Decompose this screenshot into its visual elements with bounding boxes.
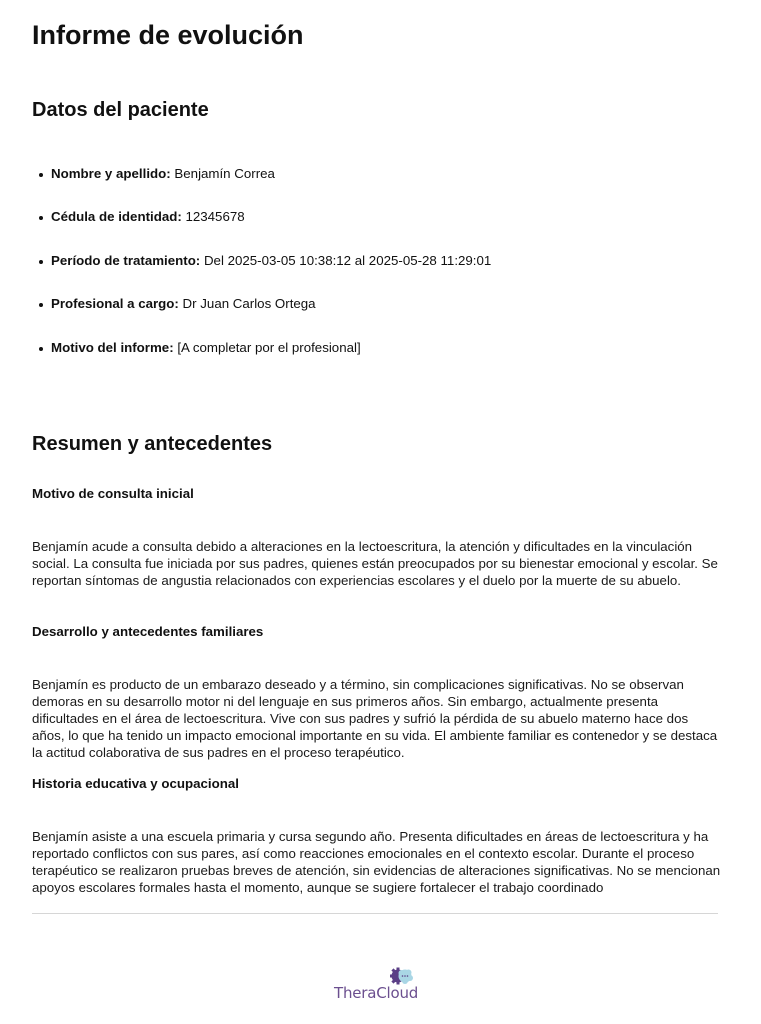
subsection-text-historia: Benjamín asiste a una escuela primaria y cursa segundo año. Presenta dificultades en áreas de lectoescritura y ha reportado conflictos con sus pares, así como reacciones emocionales en el contexto escolar. Durante el proceso terapéutico se realizaron pruebas breves de atención, sin evidencias de alteraciones significativas. No se mencionan apoyos escolares formales hasta el momento, aunque se sugiere fortalecer el trabajo coordinado	[32, 829, 721, 895]
patient-section-heading: Datos del paciente	[32, 99, 209, 121]
field-cedula	[32, 209, 245, 225]
subsection-heading-motivo: Motivo de consulta inicial	[32, 486, 194, 501]
brand-name: TheraCloud	[334, 984, 419, 1002]
subsection-heading-desarrollo: Desarrollo y antecedentes familiares	[32, 624, 264, 639]
field-value: 12345678	[185, 209, 245, 224]
field-label: Cédula de identidad:	[51, 209, 182, 224]
field-nombre	[32, 166, 275, 182]
field-label: Profesional a cargo:	[51, 296, 179, 311]
report-title: Informe de evolución	[32, 20, 304, 50]
field-label: Período de tratamiento:	[51, 253, 201, 268]
footer-divider	[32, 913, 718, 914]
field-periodo	[32, 253, 491, 269]
theracloud-logo	[334, 966, 424, 1006]
subsection-text-motivo: Benjamín acude a consulta debido a alteraciones en la lectoescritura, la atención y dificultades en la vinculación social. La consulta fue iniciada por sus padres, quienes están preocupados por su bienestar emocional y escolar. Se reportan síntomas de angustia relacionados con experiencias escolares y el duelo por la muerte de su abuelo.	[32, 539, 718, 588]
cloud-gear-icon	[389, 966, 417, 986]
field-value: Del 2025-03-05 10:38:12 al 2025-05-28 11:29:01	[203, 253, 492, 268]
subsection-text-desarrollo: Benjamín es producto de un embarazo deseado y a término, sin complicaciones significativas. No se observan demoras en su desarrollo motor ni del lenguaje en sus primeros años. Sin embargo, actualmente presenta dificultades en el área de lectoescritura. Vive con sus padres y sufrió la pérdida de su abuelo materno hace dos años, lo que ha tenido un impacto emocional importante en su vida. El ambiente familiar es contenedor y se destaca la actitud colaborativa de sus padres en el proceso terapéutico.	[32, 677, 718, 760]
field-motivo	[32, 340, 361, 356]
summary-section-heading: Resumen y antecedentes	[32, 433, 273, 455]
subsection-heading-historia: Historia educativa y ocupacional	[32, 776, 239, 791]
field-profesional	[32, 296, 316, 312]
field-label: Motivo del informe:	[51, 340, 174, 355]
field-value: Dr Juan Carlos Ortega	[182, 296, 316, 311]
field-label: Nombre y apellido:	[51, 166, 171, 181]
field-value: Benjamín Correa	[174, 166, 275, 181]
field-value: [A completar por el profesional]	[177, 340, 361, 355]
